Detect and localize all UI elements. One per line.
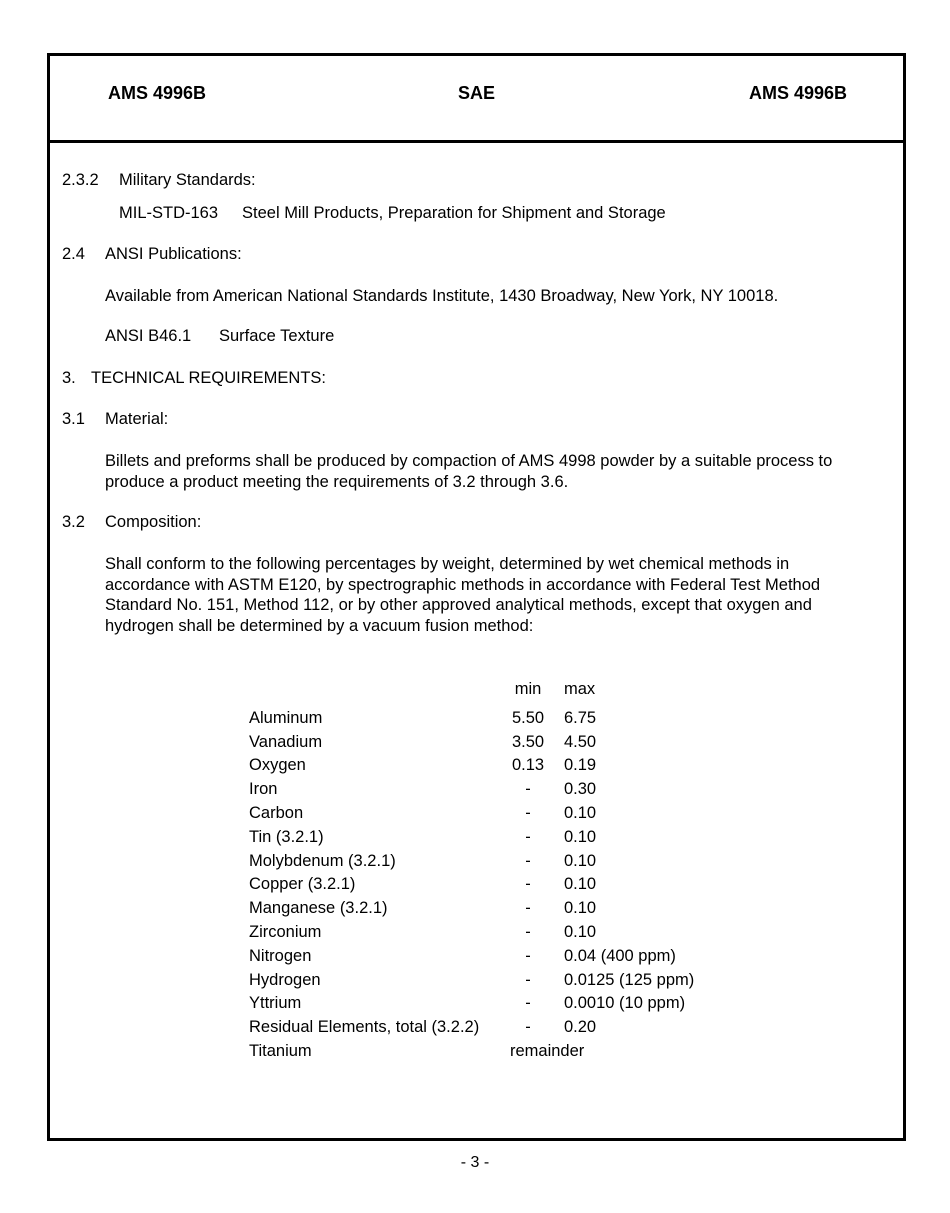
element-name: Aluminum — [249, 708, 323, 727]
element-name: Copper (3.2.1) — [249, 875, 356, 894]
element-name: Carbon — [249, 803, 304, 822]
section-number: 2.3.2 — [62, 171, 99, 189]
element-name: Residual Elements, total (3.2.2) — [249, 1018, 480, 1037]
min-value: 0.13 — [511, 756, 545, 775]
section-number: 2.4 — [62, 245, 85, 263]
section-title: Military Standards: — [119, 171, 256, 189]
min-value: 5.50 — [511, 708, 545, 727]
min-value: - — [525, 875, 531, 894]
max-value: 0.0125 (125 ppm) — [564, 970, 695, 989]
max-value: 0.10 — [564, 851, 597, 870]
min-value: - — [525, 946, 531, 965]
min-value: - — [525, 970, 531, 989]
reference-title: Surface Texture — [219, 327, 335, 345]
min-value: - — [525, 803, 531, 822]
reference-title: Steel Mill Products, Preparation for Shipment and Storage — [242, 204, 666, 222]
element-name: Nitrogen — [249, 946, 312, 965]
element-name: Hydrogen — [249, 970, 321, 989]
section-number: 3. — [62, 369, 76, 387]
min-value: 3.50 — [511, 732, 545, 751]
max-value: 0.04 (400 ppm) — [564, 946, 676, 965]
section-number: 3.2 — [62, 513, 85, 531]
min-value: - — [525, 780, 531, 799]
max-value: 0.10 — [564, 922, 597, 941]
section-title: ANSI Publications: — [105, 245, 242, 263]
max-value: 0.19 — [564, 756, 597, 775]
remainder-value: remainder — [510, 1041, 585, 1060]
page-header — [50, 56, 903, 143]
min-value: - — [525, 827, 531, 846]
section-title: TECHNICAL REQUIREMENTS: — [91, 369, 326, 387]
max-value: 0.10 — [564, 803, 597, 822]
min-value: - — [525, 994, 531, 1013]
element-name: Oxygen — [249, 756, 306, 775]
availability-text: Available from American National Standards Institute, 1430 Broadway, New York, NY 10018. — [105, 287, 779, 305]
section-title: Composition: — [105, 513, 202, 531]
reference-code: ANSI B46.1 — [105, 327, 192, 345]
material-paragraph: Billets and preforms shall be produced by compaction of AMS 4998 powder by a suitable process to produce a product meeting the requirements of 3.2 through 3.6. — [105, 452, 833, 491]
composition-paragraph: Shall conform to the following percentages by weight, determined by wet chemical methods in accordance with ASTM E120, by spectrographic methods in accordance with Federal Test Method Standard No. 151, Method 112, or by other approved analytical methods, except that oxygen and hydrogen shall be determined by a vacuum fusion method: — [105, 555, 821, 635]
min-value: - — [525, 899, 531, 918]
column-header-max: max — [564, 680, 596, 698]
max-value: 4.50 — [564, 732, 597, 751]
element-name: Yttrium — [249, 994, 302, 1013]
element-name: Zirconium — [249, 922, 322, 941]
section-title: Material: — [105, 410, 169, 428]
element-name: Manganese (3.2.1) — [249, 899, 388, 918]
min-value: - — [525, 851, 531, 870]
max-value: 6.75 — [564, 708, 597, 727]
element-name: Vanadium — [249, 732, 323, 751]
section-number: 3.1 — [62, 410, 85, 428]
element-name: Tin (3.2.1) — [249, 827, 324, 846]
element-name: Titanium — [249, 1041, 312, 1060]
max-value: 0.0010 (10 ppm) — [564, 994, 686, 1013]
header-doc-id-right: AMS 4996B — [748, 83, 847, 103]
max-value: 0.30 — [564, 780, 597, 799]
element-name: Molybdenum (3.2.1) — [249, 851, 396, 870]
reference-code: MIL-STD-163 — [119, 204, 219, 222]
column-header-min: min — [514, 680, 542, 698]
min-value: - — [525, 1018, 531, 1037]
max-value: 0.10 — [564, 827, 597, 846]
element-name: Iron — [249, 780, 278, 799]
header-doc-id-left: AMS 4996B — [108, 83, 207, 103]
min-value: - — [525, 922, 531, 941]
header-publisher: SAE — [457, 83, 495, 103]
max-value: 0.10 — [564, 899, 597, 918]
max-value: 0.20 — [564, 1018, 597, 1037]
page-number: - 3 - — [460, 1154, 490, 1171]
max-value: 0.10 — [564, 875, 597, 894]
